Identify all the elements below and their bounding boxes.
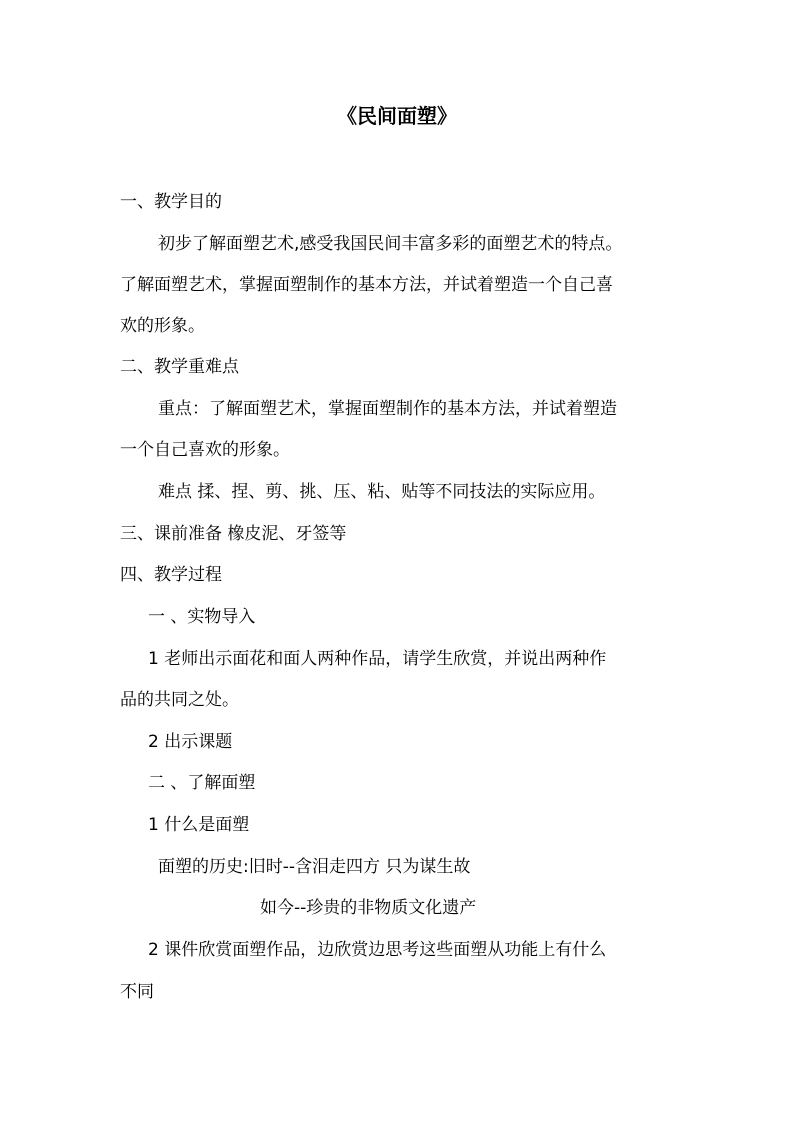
section-heading-preparation: 三、课前准备 橡皮泥、牙签等: [120, 524, 347, 544]
paragraph-line: 1 什么是面塑: [148, 815, 250, 835]
paragraph-line: 初步了解面塑艺术,感受我国民间丰富多彩的面塑艺术的特点。: [158, 234, 623, 254]
section-heading-key-points: 二、教学重难点: [120, 357, 239, 377]
section-heading-objectives: 一、教学目的: [120, 192, 222, 212]
paragraph-line: 重点：了解面塑艺术，掌握面塑制作的基本方法，并试着塑造: [158, 399, 617, 419]
section-heading-process: 四、教学过程: [120, 565, 222, 585]
paragraph-line: 面塑的历史:旧时--含泪走四方 只为谋生故: [158, 857, 471, 877]
subheading-line: 二 、了解面塑: [148, 773, 256, 793]
paragraph-line: 2 出示课题: [148, 732, 233, 752]
paragraph-line: 了解面塑艺术，掌握面塑制作的基本方法，并试着塑造一个自己喜: [120, 275, 613, 295]
paragraph-line: 不同: [120, 982, 154, 1002]
paragraph-line: 2 课件欣赏面塑作品，边欣赏边思考这些面塑从功能上有什么: [148, 940, 607, 960]
subheading-line: 一 、实物导入: [148, 607, 256, 627]
paragraph-line: 1 老师出示面花和面人两种作品，请学生欣赏，并说出两种作: [148, 649, 607, 669]
paragraph-line: 难点 揉、捏、剪、挑、压、粘、贴等不同技法的实际应用。: [158, 482, 606, 502]
paragraph-line: 一个自己喜欢的形象。: [120, 440, 290, 460]
paragraph-line: 品的共同之处。: [120, 690, 239, 710]
document-title: 《民间面塑》: [337, 104, 457, 128]
paragraph-line: 欢的形象。: [120, 316, 205, 336]
paragraph-line: 如今--珍贵的非物质文化遗产: [260, 898, 477, 918]
